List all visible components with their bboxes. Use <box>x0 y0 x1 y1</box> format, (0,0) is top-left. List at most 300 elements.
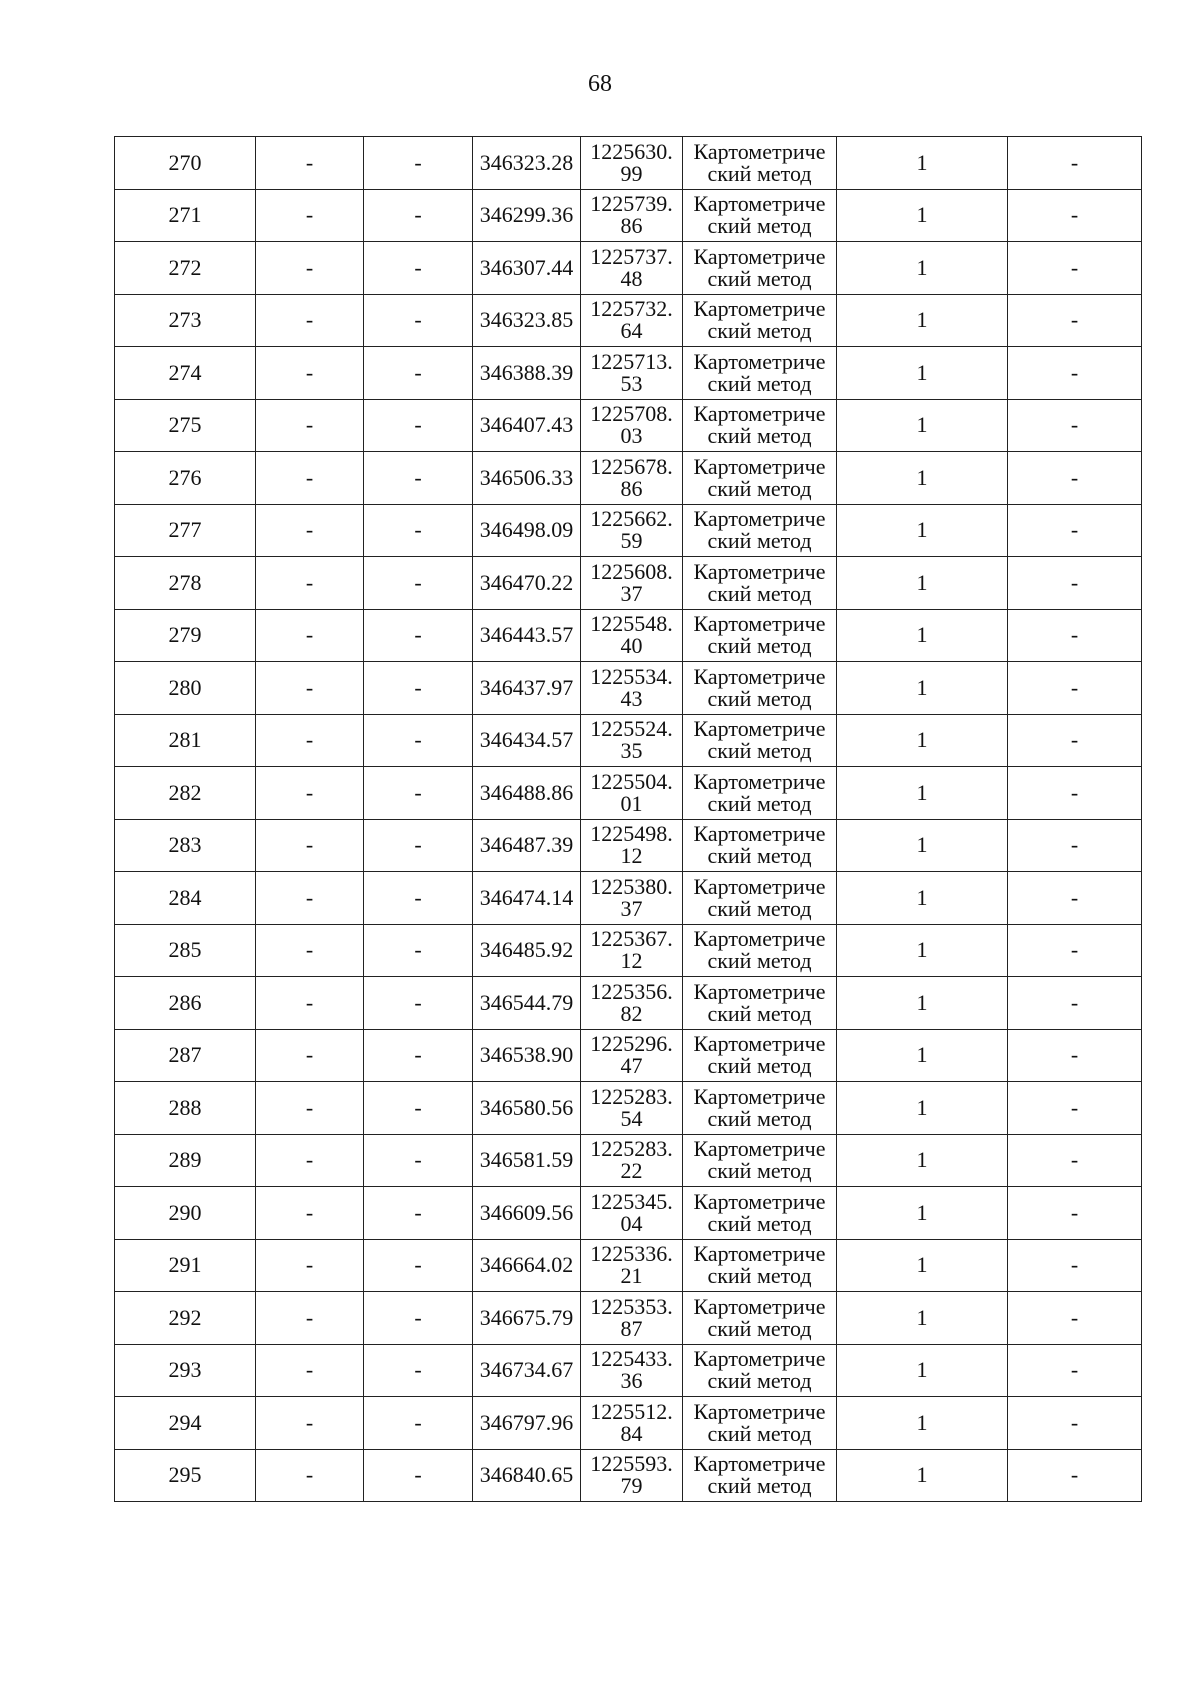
coordinate-x-line1: 1225283. <box>590 1083 673 1109</box>
coordinate-x-cell <box>581 662 683 715</box>
method-line1: Картометриче <box>693 1451 826 1477</box>
description-cell: - <box>1008 819 1142 872</box>
accuracy-cell: 1 <box>837 189 1008 242</box>
method-line1: Картометриче <box>693 978 826 1004</box>
method-line1: Картометриче <box>693 926 826 952</box>
old-y-cell: - <box>364 872 473 925</box>
description-cell: - <box>1008 557 1142 610</box>
accuracy-cell: 1 <box>837 714 1008 767</box>
coordinate-y-cell: 346474.14 <box>473 872 581 925</box>
table-row <box>115 504 1142 557</box>
table-row <box>115 1292 1142 1345</box>
coordinate-x-cell <box>581 347 683 400</box>
accuracy-cell: 1 <box>837 1397 1008 1450</box>
description-cell: - <box>1008 1239 1142 1292</box>
old-y-cell: - <box>364 924 473 977</box>
accuracy-cell: 1 <box>837 399 1008 452</box>
point-number-cell: 284 <box>115 872 256 925</box>
method-line2: ский метод <box>707 1158 812 1184</box>
method-line2: ский метод <box>707 738 812 764</box>
method-line1: Картометриче <box>693 348 826 374</box>
point-number-cell: 281 <box>115 714 256 767</box>
method-cell <box>683 1449 837 1502</box>
point-number-cell: 286 <box>115 977 256 1030</box>
point-number-cell: 285 <box>115 924 256 977</box>
method-cell <box>683 1239 837 1292</box>
point-number-cell: 278 <box>115 557 256 610</box>
method-cell <box>683 1082 837 1135</box>
table-row <box>115 767 1142 820</box>
accuracy-cell: 1 <box>837 609 1008 662</box>
coordinate-x-line2: 01 <box>620 790 643 816</box>
old-x-cell: - <box>256 1134 364 1187</box>
coordinate-x-line1: 1225708. <box>590 401 673 427</box>
method-cell <box>683 977 837 1030</box>
coordinate-x-line2: 82 <box>620 1000 643 1026</box>
description-cell: - <box>1008 1449 1142 1502</box>
coordinate-x-line1: 1225662. <box>590 506 673 532</box>
point-number-cell: 290 <box>115 1187 256 1240</box>
old-y-cell: - <box>364 714 473 767</box>
point-number-cell: 282 <box>115 767 256 820</box>
coordinate-y-cell: 346498.09 <box>473 504 581 557</box>
coordinate-x-line2: 48 <box>620 265 643 291</box>
method-line1: Картометриче <box>693 1241 826 1267</box>
table-row <box>115 872 1142 925</box>
coordinate-x-cell <box>581 1292 683 1345</box>
coordinate-x-cell <box>581 1344 683 1397</box>
old-x-cell: - <box>256 662 364 715</box>
coordinate-y-cell: 346443.57 <box>473 609 581 662</box>
coordinate-x-cell <box>581 1082 683 1135</box>
old-y-cell: - <box>364 1239 473 1292</box>
method-line2: ский метод <box>707 160 812 186</box>
old-x-cell: - <box>256 504 364 557</box>
method-line2: ский метод <box>707 1315 812 1341</box>
old-y-cell: - <box>364 137 473 190</box>
point-number-cell: 277 <box>115 504 256 557</box>
method-line1: Картометриче <box>693 873 826 899</box>
method-line1: Картометриче <box>693 506 826 532</box>
coordinate-x-line1: 1225498. <box>590 821 673 847</box>
method-cell <box>683 924 837 977</box>
coordinate-x-line1: 1225296. <box>590 1031 673 1057</box>
description-cell: - <box>1008 1082 1142 1135</box>
accuracy-cell: 1 <box>837 294 1008 347</box>
old-x-cell: - <box>256 714 364 767</box>
coordinate-x-cell <box>581 767 683 820</box>
coordinate-x-line2: 40 <box>620 633 643 659</box>
coordinate-y-cell: 346437.97 <box>473 662 581 715</box>
method-line1: Картометриче <box>693 716 826 742</box>
coordinate-x-line1: 1225504. <box>590 768 673 794</box>
description-cell: - <box>1008 609 1142 662</box>
method-cell <box>683 662 837 715</box>
coordinate-y-cell: 346323.85 <box>473 294 581 347</box>
point-number-cell: 294 <box>115 1397 256 1450</box>
accuracy-cell: 1 <box>837 819 1008 872</box>
coordinate-x-line2: 84 <box>620 1420 643 1446</box>
method-line2: ский метод <box>707 423 812 449</box>
accuracy-cell: 1 <box>837 242 1008 295</box>
old-y-cell: - <box>364 1344 473 1397</box>
coordinate-x-line2: 03 <box>620 423 643 449</box>
method-cell <box>683 137 837 190</box>
method-cell <box>683 294 837 347</box>
coordinate-x-cell <box>581 609 683 662</box>
description-cell: - <box>1008 242 1142 295</box>
coordinate-y-cell: 346434.57 <box>473 714 581 767</box>
table-row <box>115 452 1142 505</box>
old-x-cell: - <box>256 1239 364 1292</box>
page-number: 68 <box>588 71 612 97</box>
old-y-cell: - <box>364 1082 473 1135</box>
method-line1: Картометриче <box>693 453 826 479</box>
description-cell: - <box>1008 1344 1142 1397</box>
old-x-cell: - <box>256 452 364 505</box>
old-x-cell: - <box>256 1344 364 1397</box>
coordinate-x-line1: 1225678. <box>590 453 673 479</box>
method-line1: Картометриче <box>693 1188 826 1214</box>
old-x-cell: - <box>256 347 364 400</box>
coordinate-x-line2: 59 <box>620 528 643 554</box>
coordinate-x-line2: 35 <box>620 738 643 764</box>
coordinate-x-cell <box>581 1134 683 1187</box>
method-line2: ский метод <box>707 1263 812 1289</box>
table-row <box>115 714 1142 767</box>
coordinate-x-line2: 86 <box>620 213 643 239</box>
old-x-cell: - <box>256 872 364 925</box>
coordinate-x-cell <box>581 872 683 925</box>
old-x-cell: - <box>256 399 364 452</box>
old-y-cell: - <box>364 399 473 452</box>
coordinate-y-cell: 346581.59 <box>473 1134 581 1187</box>
coordinate-y-cell: 346675.79 <box>473 1292 581 1345</box>
coordinate-x-line2: 54 <box>620 1105 643 1131</box>
old-y-cell: - <box>364 767 473 820</box>
description-cell: - <box>1008 1134 1142 1187</box>
method-cell <box>683 767 837 820</box>
method-cell <box>683 1397 837 1450</box>
coordinate-x-line2: 86 <box>620 475 643 501</box>
method-line2: ский метод <box>707 1210 812 1236</box>
accuracy-cell: 1 <box>837 924 1008 977</box>
coordinate-x-cell <box>581 137 683 190</box>
coordinate-y-cell: 346307.44 <box>473 242 581 295</box>
description-cell: - <box>1008 924 1142 977</box>
method-line2: ский метод <box>707 1473 812 1499</box>
point-number-cell: 270 <box>115 137 256 190</box>
method-cell <box>683 347 837 400</box>
old-x-cell: - <box>256 242 364 295</box>
method-line1: Картометриче <box>693 768 826 794</box>
old-y-cell: - <box>364 294 473 347</box>
old-y-cell: - <box>364 347 473 400</box>
old-y-cell: - <box>364 504 473 557</box>
accuracy-cell: 1 <box>837 1082 1008 1135</box>
coordinate-y-cell: 346609.56 <box>473 1187 581 1240</box>
method-cell <box>683 504 837 557</box>
coordinate-x-line1: 1225524. <box>590 716 673 742</box>
accuracy-cell: 1 <box>837 1134 1008 1187</box>
coordinate-y-cell: 346538.90 <box>473 1029 581 1082</box>
old-y-cell: - <box>364 977 473 1030</box>
accuracy-cell: 1 <box>837 137 1008 190</box>
point-number-cell: 279 <box>115 609 256 662</box>
point-number-cell: 288 <box>115 1082 256 1135</box>
method-cell <box>683 189 837 242</box>
coordinate-y-cell: 346485.92 <box>473 924 581 977</box>
method-line2: ский метод <box>707 948 812 974</box>
coordinate-x-line1: 1225283. <box>590 1136 673 1162</box>
coordinate-x-line1: 1225732. <box>590 296 673 322</box>
coordinate-y-cell: 346734.67 <box>473 1344 581 1397</box>
point-number-cell: 280 <box>115 662 256 715</box>
old-x-cell: - <box>256 1029 364 1082</box>
coordinate-x-line1: 1225630. <box>590 138 673 164</box>
accuracy-cell: 1 <box>837 1029 1008 1082</box>
table-row <box>115 1449 1142 1502</box>
method-line2: ский метод <box>707 895 812 921</box>
coordinates-table <box>114 136 1142 1502</box>
method-line2: ский метод <box>707 1000 812 1026</box>
coordinate-y-cell: 346487.39 <box>473 819 581 872</box>
coordinate-x-line1: 1225548. <box>590 611 673 637</box>
coordinate-x-line1: 1225367. <box>590 926 673 952</box>
coordinate-y-cell: 346488.86 <box>473 767 581 820</box>
coordinate-x-cell <box>581 557 683 610</box>
old-y-cell: - <box>364 452 473 505</box>
coordinate-y-cell: 346407.43 <box>473 399 581 452</box>
description-cell: - <box>1008 294 1142 347</box>
old-y-cell: - <box>364 189 473 242</box>
point-number-cell: 287 <box>115 1029 256 1082</box>
coordinate-x-line2: 21 <box>620 1263 643 1289</box>
coordinate-x-line2: 37 <box>620 580 643 606</box>
table-row <box>115 347 1142 400</box>
old-y-cell: - <box>364 662 473 715</box>
old-x-cell: - <box>256 1187 364 1240</box>
method-line2: ский метод <box>707 1368 812 1394</box>
method-line1: Картометриче <box>693 191 826 217</box>
coordinate-x-line2: 53 <box>620 370 643 396</box>
method-line1: Картометриче <box>693 1136 826 1162</box>
coordinate-x-cell <box>581 924 683 977</box>
coordinate-x-cell <box>581 1187 683 1240</box>
coordinate-y-cell: 346544.79 <box>473 977 581 1030</box>
coordinate-x-line1: 1225593. <box>590 1451 673 1477</box>
method-cell <box>683 242 837 295</box>
method-line2: ский метод <box>707 213 812 239</box>
old-y-cell: - <box>364 1397 473 1450</box>
coordinate-x-cell <box>581 189 683 242</box>
method-cell <box>683 1292 837 1345</box>
method-line2: ский метод <box>707 528 812 554</box>
point-number-cell: 293 <box>115 1344 256 1397</box>
point-number-cell: 295 <box>115 1449 256 1502</box>
old-y-cell: - <box>364 557 473 610</box>
coordinate-x-line2: 79 <box>620 1473 643 1499</box>
method-cell <box>683 1134 837 1187</box>
table-row <box>115 137 1142 190</box>
method-line1: Картометриче <box>693 1398 826 1424</box>
coordinate-x-line1: 1225739. <box>590 191 673 217</box>
method-line1: Картометриче <box>693 138 826 164</box>
table-row <box>115 977 1142 1030</box>
method-cell <box>683 609 837 662</box>
accuracy-cell: 1 <box>837 1344 1008 1397</box>
table-row <box>115 1082 1142 1135</box>
coordinate-y-cell: 346506.33 <box>473 452 581 505</box>
method-line1: Картометриче <box>693 558 826 584</box>
old-x-cell: - <box>256 294 364 347</box>
method-line2: ский метод <box>707 318 812 344</box>
coordinate-x-line2: 99 <box>620 160 643 186</box>
table-row <box>115 609 1142 662</box>
method-line1: Картометриче <box>693 401 826 427</box>
description-cell: - <box>1008 662 1142 715</box>
coordinate-y-cell: 346797.96 <box>473 1397 581 1450</box>
method-line1: Картометриче <box>693 1346 826 1372</box>
accuracy-cell: 1 <box>837 347 1008 400</box>
point-number-cell: 273 <box>115 294 256 347</box>
table-row <box>115 662 1142 715</box>
method-line2: ский метод <box>707 580 812 606</box>
coordinate-x-cell <box>581 1239 683 1292</box>
point-number-cell: 275 <box>115 399 256 452</box>
method-line2: ский метод <box>707 370 812 396</box>
point-number-cell: 283 <box>115 819 256 872</box>
coordinate-y-cell: 346323.28 <box>473 137 581 190</box>
coordinate-x-cell <box>581 1449 683 1502</box>
old-x-cell: - <box>256 1449 364 1502</box>
coordinate-x-cell <box>581 819 683 872</box>
coordinate-x-line2: 87 <box>620 1315 643 1341</box>
method-cell <box>683 1029 837 1082</box>
table-row <box>115 819 1142 872</box>
accuracy-cell: 1 <box>837 872 1008 925</box>
coordinate-x-cell <box>581 1029 683 1082</box>
accuracy-cell: 1 <box>837 1239 1008 1292</box>
old-x-cell: - <box>256 137 364 190</box>
method-cell <box>683 714 837 767</box>
method-cell <box>683 1187 837 1240</box>
coordinate-x-cell <box>581 1397 683 1450</box>
coordinate-x-cell <box>581 504 683 557</box>
coordinate-x-line2: 12 <box>620 843 643 869</box>
method-cell <box>683 452 837 505</box>
method-line1: Картометриче <box>693 611 826 637</box>
table-row <box>115 1397 1142 1450</box>
accuracy-cell: 1 <box>837 504 1008 557</box>
old-y-cell: - <box>364 1292 473 1345</box>
accuracy-cell: 1 <box>837 452 1008 505</box>
coordinate-x-cell <box>581 714 683 767</box>
old-x-cell: - <box>256 609 364 662</box>
old-y-cell: - <box>364 1449 473 1502</box>
coordinate-x-cell <box>581 977 683 1030</box>
method-cell <box>683 557 837 610</box>
method-line1: Картометриче <box>693 821 826 847</box>
point-number-cell: 274 <box>115 347 256 400</box>
table-row <box>115 557 1142 610</box>
method-line1: Картометриче <box>693 663 826 689</box>
method-line2: ский метод <box>707 1420 812 1446</box>
description-cell: - <box>1008 137 1142 190</box>
coordinate-x-line1: 1225336. <box>590 1241 673 1267</box>
coordinate-x-line1: 1225433. <box>590 1346 673 1372</box>
coordinate-x-line1: 1225345. <box>590 1188 673 1214</box>
table-body <box>115 137 1142 1502</box>
coordinate-x-line2: 47 <box>620 1053 643 1079</box>
coordinate-x-line2: 04 <box>620 1210 643 1236</box>
description-cell: - <box>1008 872 1142 925</box>
method-line2: ский метод <box>707 843 812 869</box>
table-row <box>115 1239 1142 1292</box>
coordinate-x-line1: 1225353. <box>590 1293 673 1319</box>
table-row <box>115 294 1142 347</box>
coordinate-x-line2: 37 <box>620 895 643 921</box>
description-cell: - <box>1008 347 1142 400</box>
old-x-cell: - <box>256 1082 364 1135</box>
coordinate-x-cell <box>581 452 683 505</box>
old-y-cell: - <box>364 1134 473 1187</box>
accuracy-cell: 1 <box>837 1449 1008 1502</box>
method-line1: Картометриче <box>693 1083 826 1109</box>
coordinate-x-line1: 1225713. <box>590 348 673 374</box>
method-cell <box>683 399 837 452</box>
coordinate-y-cell: 346470.22 <box>473 557 581 610</box>
accuracy-cell: 1 <box>837 557 1008 610</box>
point-number-cell: 276 <box>115 452 256 505</box>
accuracy-cell: 1 <box>837 1292 1008 1345</box>
method-line1: Картометриче <box>693 296 826 322</box>
method-cell <box>683 1344 837 1397</box>
coordinate-y-cell: 346299.36 <box>473 189 581 242</box>
method-line2: ский метод <box>707 790 812 816</box>
method-cell <box>683 872 837 925</box>
method-line2: ский метод <box>707 685 812 711</box>
coordinate-x-cell <box>581 294 683 347</box>
coordinate-y-cell: 346580.56 <box>473 1082 581 1135</box>
method-line2: ский метод <box>707 633 812 659</box>
old-x-cell: - <box>256 557 364 610</box>
table-row <box>115 1134 1142 1187</box>
description-cell: - <box>1008 504 1142 557</box>
old-x-cell: - <box>256 924 364 977</box>
point-number-cell: 291 <box>115 1239 256 1292</box>
old-x-cell: - <box>256 1397 364 1450</box>
old-x-cell: - <box>256 1292 364 1345</box>
coordinate-x-line1: 1225512. <box>590 1398 673 1424</box>
point-number-cell: 272 <box>115 242 256 295</box>
old-x-cell: - <box>256 767 364 820</box>
description-cell: - <box>1008 767 1142 820</box>
coordinate-x-line2: 12 <box>620 948 643 974</box>
old-y-cell: - <box>364 609 473 662</box>
table-row <box>115 1344 1142 1397</box>
old-y-cell: - <box>364 1029 473 1082</box>
description-cell: - <box>1008 714 1142 767</box>
old-x-cell: - <box>256 819 364 872</box>
method-line1: Картометриче <box>693 1031 826 1057</box>
table-row <box>115 399 1142 452</box>
coordinate-x-line1: 1225737. <box>590 243 673 269</box>
method-line2: ский метод <box>707 1053 812 1079</box>
method-line2: ский метод <box>707 475 812 501</box>
table-row <box>115 189 1142 242</box>
table-row <box>115 924 1142 977</box>
